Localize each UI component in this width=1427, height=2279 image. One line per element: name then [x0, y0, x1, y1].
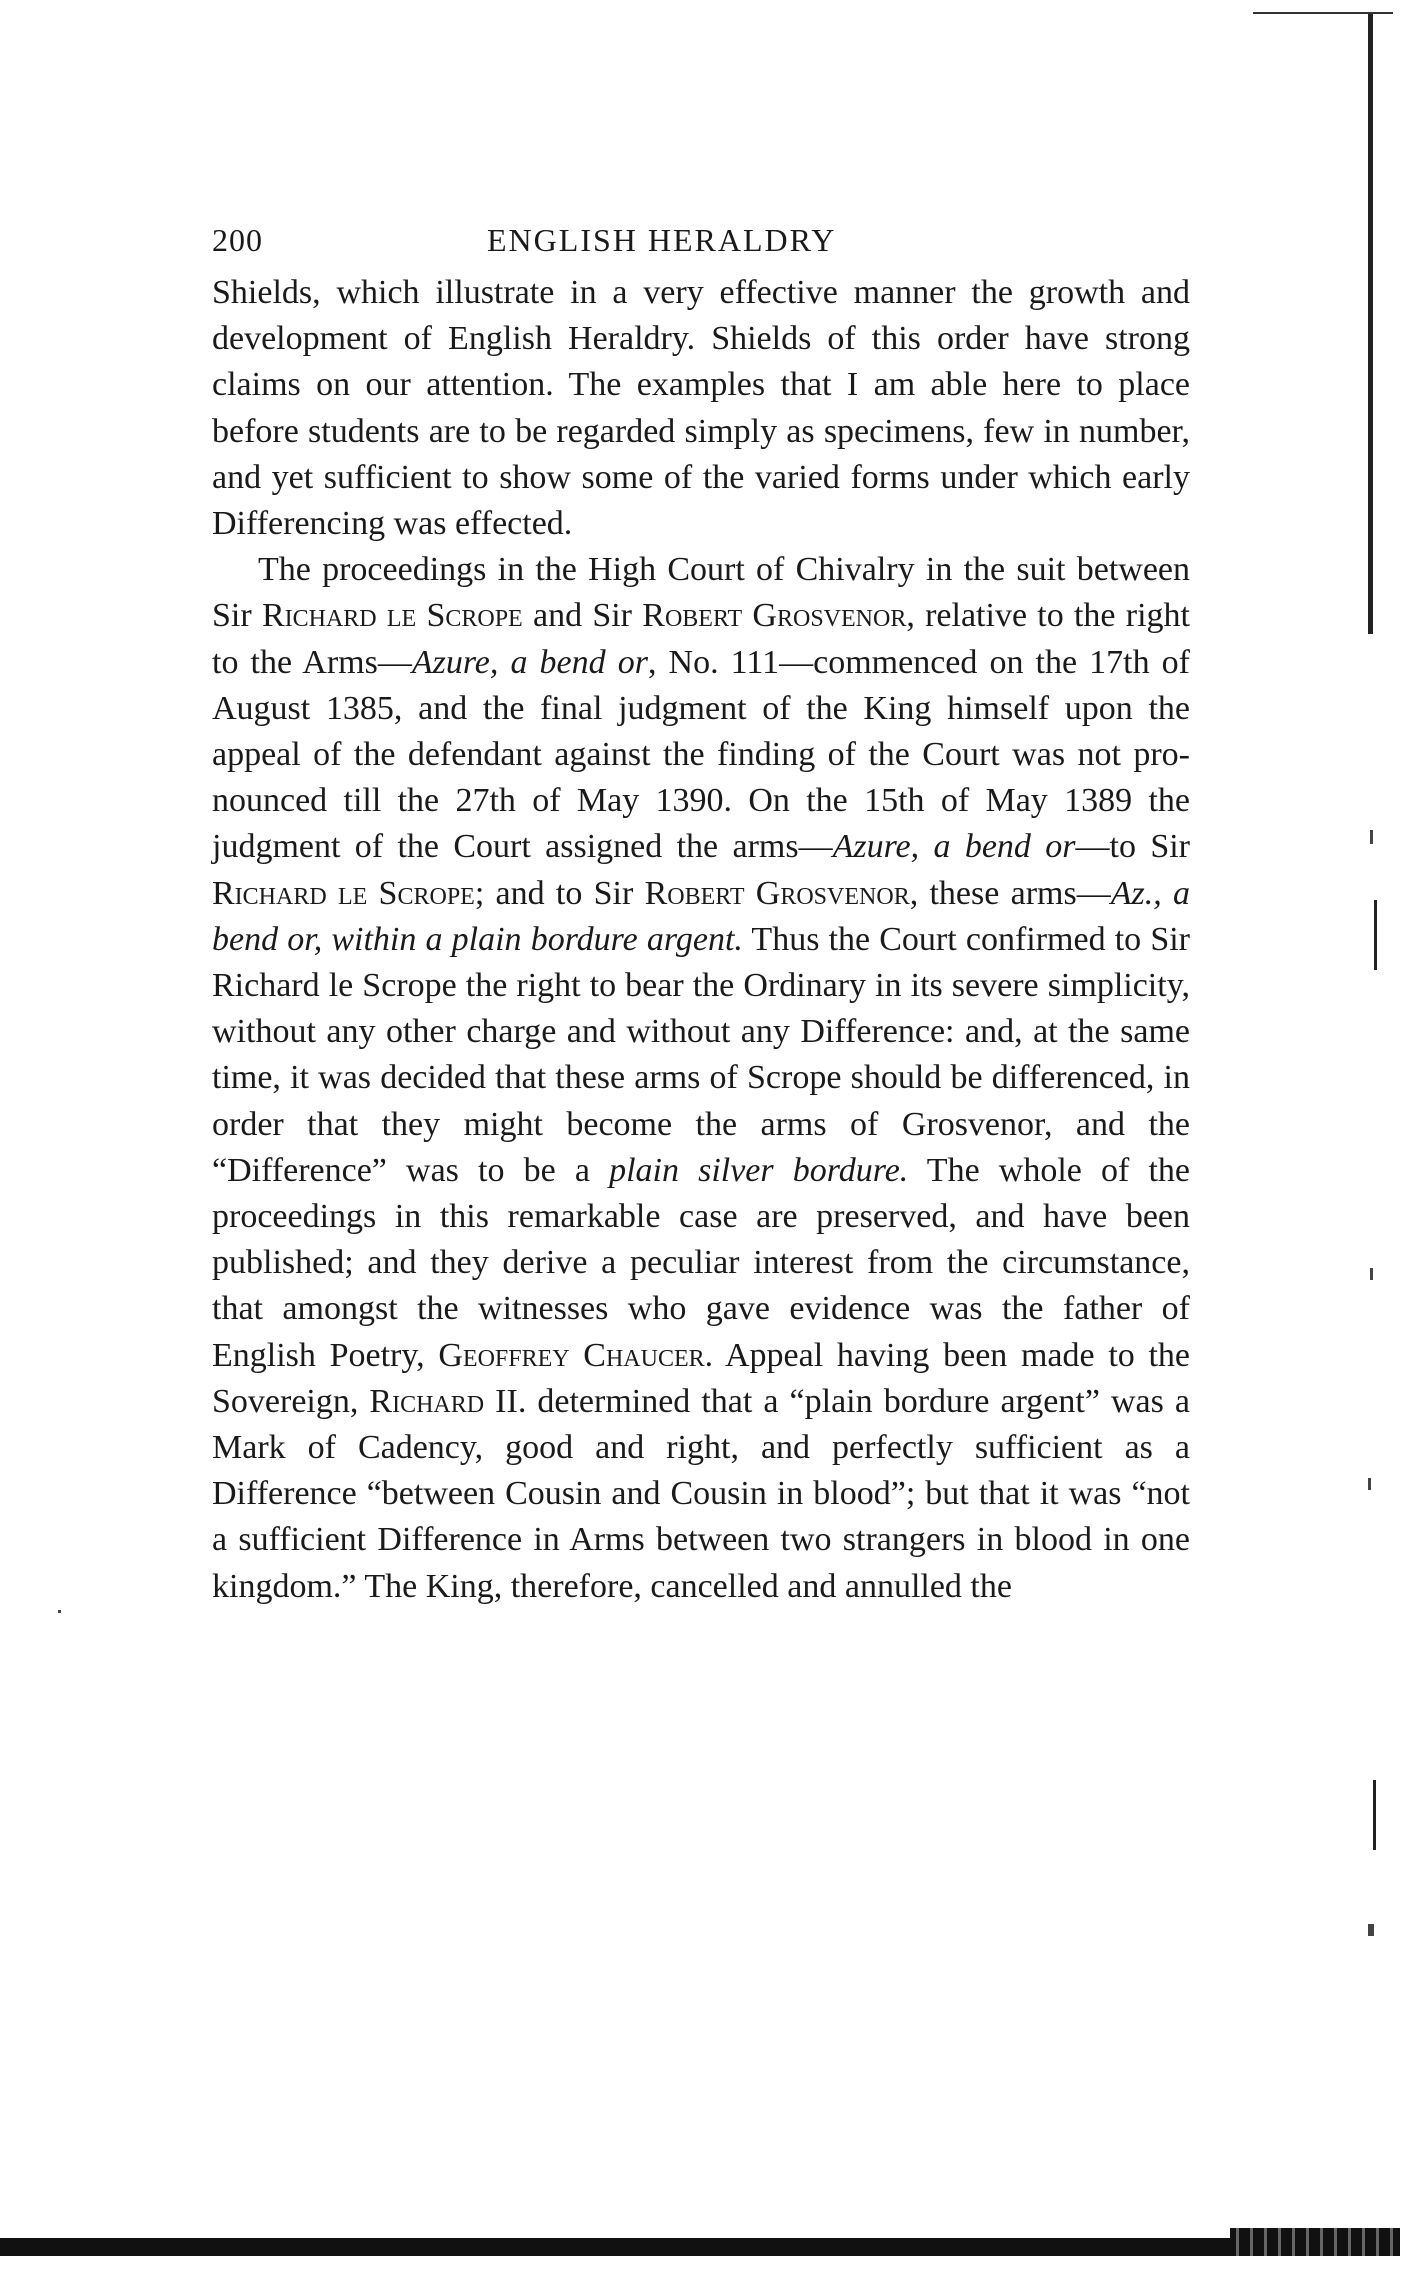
book-page	[212, 222, 1190, 1610]
scan-speck	[1370, 830, 1373, 844]
text-run: , relative to the right to the Arms—	[212, 597, 1190, 681]
scan-margin-rule	[1368, 14, 1373, 634]
text-run: , No. 111—commenced on the 17th of August 1385, and the final judgment of the King himself upon the appeal of the defendant against the finding of the Court was not pronounced till the 27th of May 1390. On the 15th of May 1389 the judgment of the Court assigned the arms—	[212, 643, 1191, 866]
scan-speck	[1370, 1268, 1373, 1280]
text-run: II. determined that a “plain bordure argent” was a Mark of Cadency, good and right, and perfectly sufficient as a Difference “between Cousin and Cousin in blood”; but that it was “not a sufficient Difference in Arms between two strangers in blood in one kingdom.” The King, therefore, cancelled and annulled the	[212, 1382, 1190, 1605]
text-run: and Sir	[522, 597, 643, 635]
running-title: ENGLISH HERALDRY	[487, 222, 837, 258]
text-run: Thus the Court confirmed to Sir Richard le Scrope the right to bear the Ordinary in its severe simplicity, without any other charge and without any Difference: and, at the same time, it was decided that these arms of Scrope should be differenced, in order that they might become the arms of Grosvenor, and the “Difference” was to be a	[212, 920, 1190, 1189]
text-run: Appeal having been made to the Sovereign,	[212, 1336, 1191, 1420]
name-richard-le-scrope: Richard le Scrope	[212, 874, 475, 912]
scan-bottom-bar	[0, 2238, 1400, 2256]
name-richard: Richard	[369, 1382, 485, 1420]
scan-speck	[1368, 1924, 1374, 1936]
plain-silver-bordure: plain silver bordure.	[609, 1151, 909, 1189]
scan-bottom-bar-edge	[1230, 2228, 1400, 2256]
name-robert-grosvenor: Robert Grosvenor	[644, 874, 910, 912]
paragraph-2	[212, 547, 1190, 1610]
page-number: 200	[212, 222, 263, 258]
name-geoffrey-chaucer: Geoffrey Chaucer.	[438, 1336, 714, 1374]
scan-speck	[1368, 1478, 1371, 1490]
body-text	[212, 270, 1190, 1610]
text-run: ; and to Sir	[474, 874, 645, 912]
text-run: The proceedings in the High Court of Chivalry in the suit between Sir	[212, 551, 1190, 635]
blazon-grosvenor: Az., a bend or, within a plain bordure argent.	[212, 874, 1190, 958]
text-run: —to Sir	[1075, 828, 1190, 866]
scan-margin-rule	[1373, 1780, 1376, 1850]
scan-speck	[58, 1610, 61, 1613]
paragraph-1: Shields, which illustrate in a very effective manner the growth and development of English Heraldry. Shields of this order have strong claims on our attention. The examples that I am able here to place before students are to be regarded simply as specimens, few in number, and yet sufficient to show some of the varied forms under which early Differencing was effected.	[212, 274, 1190, 543]
text-run: , these arms—	[909, 874, 1111, 912]
scan-margin-rule	[1374, 900, 1377, 970]
blazon-scrope: Azure, a bend or	[411, 643, 648, 681]
name-robert-grosvenor: Robert Grosvenor	[642, 597, 907, 635]
text-run: The whole of the proceedings in this remarkable case are preserved, and have been published; and they derive a peculiar interest from the circumstance, that amongst the witnesses who gave evidence was the father of English Poetry,	[212, 1151, 1190, 1374]
blazon-scrope: Azure, a bend or	[832, 828, 1076, 866]
name-richard-le-scrope: Richard le Scrope	[261, 597, 523, 635]
running-head	[212, 222, 1190, 270]
